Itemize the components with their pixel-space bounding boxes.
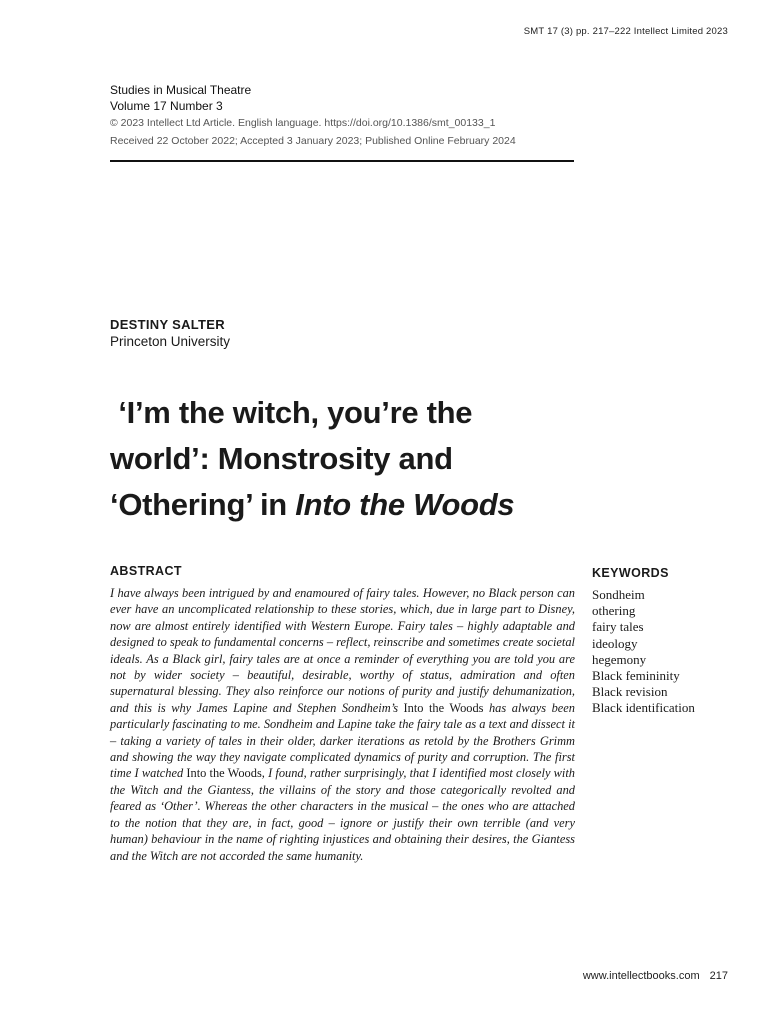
page-footer	[583, 970, 728, 982]
footer-url[interactable]: www.intellectbooks.com	[582, 970, 700, 982]
keyword-item: hegemony	[592, 651, 647, 667]
header-rule	[110, 160, 574, 162]
keyword-item: Black identification	[592, 700, 695, 716]
abstract-work-title-2: Into the Woods	[186, 766, 262, 781]
keyword-item: fairy tales	[592, 619, 644, 635]
title-line-3-italic: Into the Woods	[295, 487, 515, 522]
title-line-2: world’: Monstrosity and	[110, 441, 453, 476]
author-block	[110, 316, 230, 350]
keywords-heading: KEYWORDS	[592, 566, 669, 580]
journal-title: Studies in Musical Theatre	[110, 83, 252, 97]
author-name: DESTINY SALTER	[110, 317, 225, 332]
abstract-heading: ABSTRACT	[110, 564, 182, 578]
title-line-1: ‘I’m the witch, you’re the	[110, 395, 473, 430]
title-line-3	[110, 482, 580, 528]
keyword-item: Sondheim	[592, 587, 645, 602]
title-line-3-prefix: ‘Othering’ in	[110, 487, 296, 522]
abstract-work-title-1: Into the Woods	[403, 700, 484, 715]
author-affiliation: Princeton University	[110, 334, 231, 349]
keyword-item: ideology	[592, 635, 638, 651]
page-number: 217	[709, 970, 728, 982]
abstract-text	[110, 585, 575, 864]
keyword-item: othering	[592, 603, 636, 619]
journal-info	[110, 82, 575, 150]
article-title	[110, 390, 580, 528]
keyword-item: Black revision	[592, 684, 668, 700]
abstract-part-2: has always been particularly fascinating to me. Sondheim and Lapine take the fairy tale as a text and dissect it – taking a variety of tales in their older, darker iterations as retold by the Brothers Grimm and showing the way they navigate complicated dynamics of purity and corruption. The first time I watched	[110, 700, 575, 781]
keywords-list	[592, 587, 695, 717]
journal-volume: Volume 17 Number 3	[110, 99, 223, 113]
journal-dates: Received 22 October 2022; Accepted 3 January 2023; Published Online February 2024	[110, 135, 516, 147]
abstract-part-1: I have always been intrigued by and enamoured of fairy tales. However, no Black person can ever have an uncomplicated relationship to these stories, which, due in large part to Disney, now are almost entirely identified with Western Europe. Fairy tales – highly adaptable and designed to speak to fundamental concerns – reflect, reinscribe and sometimes create societal ideals. As a Black girl, fairy tales are at once a reminder of everything you are told you are not by wider society – beautiful, desirable, worthy of status, admiration and often supernatural blessing. They also reinforce our notions of purity and justify dehumanization, and this is why James Lapine and Stephen Sondheim’s	[110, 586, 575, 715]
journal-copyright: © 2023 Intellect Ltd Article. English language. https://doi.org/10.1386/smt_00133_1	[110, 117, 496, 129]
abstract-part-3: , I found, rather surprisingly, that I identified most closely with the Witch and the Giantess, the villains of the story and those categorically revolted and feared as ‘Other’. Whereas the other characters in the musical – the ones who are attached to the notion that they are, in fact, good – ignore or justify their own terrible (and very human) behaviour in the name of righting injustices and obtaining their desires, the Giantess and the Witch are not accorded the same humanity.	[110, 766, 575, 863]
keyword-item: Black femininity	[592, 668, 680, 684]
running-head: SMT 17 (3) pp. 217–222 Intellect Limited 2023	[523, 26, 728, 37]
